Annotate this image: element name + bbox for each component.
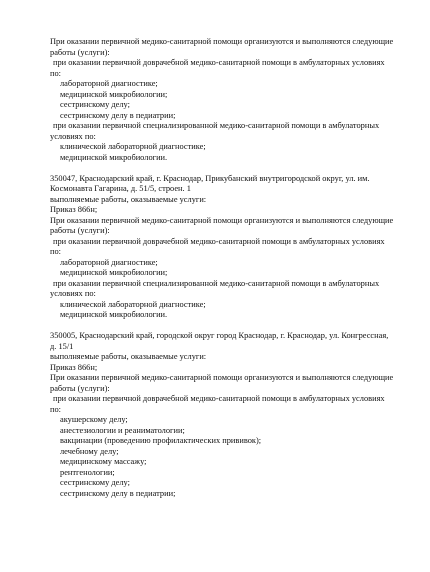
- paragraph-gap: [50, 321, 422, 332]
- service-item: медицинской микробиологии;: [60, 89, 168, 99]
- subsection-heading: при оказании первичной специализированной медико-санитарной помощи в амбулаторных: [53, 121, 380, 130]
- address-line: 350005, Краснодарский край, городской округ город Краснодар, г. Краснодар, ул. Конгрессная,: [50, 331, 389, 340]
- paragraph-gap: [50, 163, 422, 174]
- service-item: лабораторной диагностике;: [60, 257, 158, 267]
- service-item: медицинской микробиологии.: [60, 152, 168, 162]
- subsection-heading: по:: [50, 247, 61, 256]
- subsection-heading: условиях по:: [50, 289, 96, 298]
- intro-line: работы (услуги):: [50, 383, 110, 393]
- subsection-heading: по:: [50, 68, 61, 78]
- subsection-heading: при оказании первичной доврачебной медико-санитарной помощи в амбулаторных условиях: [53, 394, 385, 403]
- service-item: медицинской микробиологии.: [60, 310, 168, 319]
- subsection-heading: при оказании первичной доврачебной медико-санитарной помощи в амбулаторных условиях: [53, 236, 385, 246]
- intro-line: При оказании первичной медико-санитарной помощи организуются и выполняются следующие: [50, 37, 394, 46]
- service-item: клинической лабораторной диагностике;: [60, 142, 206, 151]
- order-reference: Приказ 866н;: [50, 205, 98, 214]
- service-item: лечебному делу;: [60, 446, 119, 456]
- subsection-heading: при оказании первичной доврачебной медико-санитарной помощи в амбулаторных условиях: [53, 58, 385, 67]
- order-reference: Приказ 866н;: [50, 362, 98, 372]
- service-item: рентгенологии;: [60, 467, 115, 477]
- intro-line: работы (услуги):: [50, 47, 110, 57]
- address-line: 350047, Краснодарский край, г. Краснодар, Прикубанский внутригородской округ, ул. им.: [50, 173, 370, 183]
- service-item: медицинскому массажу;: [60, 457, 147, 466]
- license-section-1: [50, 37, 422, 163]
- subsection-heading: при оказании первичной специализированной медико-санитарной помощи в амбулаторных: [53, 278, 380, 288]
- service-item: лабораторной диагностике;: [60, 79, 158, 88]
- service-item: сестринскому делу;: [60, 100, 130, 109]
- service-item: сестринскому делу в педиатрии;: [60, 110, 176, 120]
- service-item: вакцинации (проведению профилактических прививок);: [60, 436, 262, 445]
- address-line: д. 15/1: [50, 341, 74, 351]
- service-item: акушерскому делу;: [60, 415, 128, 424]
- service-item: сестринскому делу;: [60, 478, 130, 487]
- service-item: клинической лабораторной диагностике;: [60, 299, 206, 309]
- subsection-heading: условиях по:: [50, 131, 96, 141]
- service-item: анестезиологии и реаниматологии;: [60, 425, 185, 435]
- works-label: выполняемые работы, оказываемые услуги:: [50, 194, 207, 204]
- service-item: сестринскому делу в педиатрии;: [60, 488, 176, 498]
- service-item: медицинской микробиологии;: [60, 268, 168, 277]
- license-section-3: [50, 331, 422, 499]
- intro-line: работы (услуги):: [50, 226, 110, 235]
- intro-line: При оказании первичной медико-санитарной помощи организуются и выполняются следующие: [50, 373, 394, 382]
- license-section-2: [50, 174, 422, 321]
- subsection-heading: по:: [50, 404, 61, 414]
- document-page: [50, 37, 422, 499]
- works-label: выполняемые работы, оказываемые услуги:: [50, 352, 207, 361]
- address-line: Космонавта Гагарина, д. 51/5, строен. 1: [50, 184, 191, 193]
- intro-line: При оказании первичной медико-санитарной помощи организуются и выполняются следующие: [50, 215, 394, 225]
